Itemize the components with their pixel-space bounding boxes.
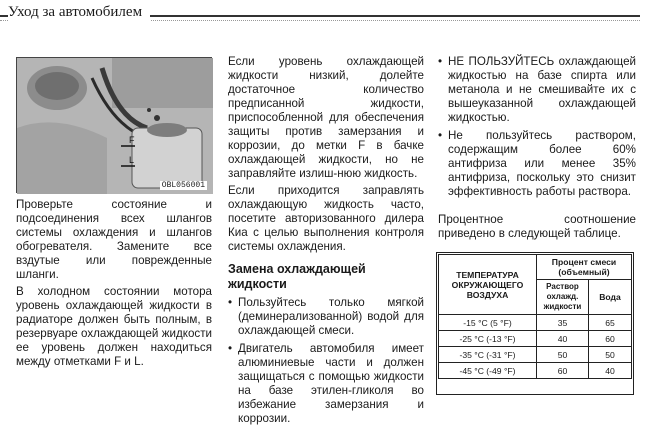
header-solution: Раствор охлажд. жидкости: [537, 280, 589, 315]
cell-temp: -15 °C (5 °F): [439, 315, 537, 331]
full-mark-label: F: [129, 135, 135, 145]
hose-check-paragraph: Проверьте состояние и подсоединения всех шлангов системы охлаждения и шлангов обогревателя. Замените все вздутые или поврежденные шланги.: [16, 198, 212, 281]
ratio-intro-paragraph: Процентное соотношение приведено в следующей таблице.: [438, 213, 636, 240]
table-row: [439, 363, 632, 379]
photo-caption: OBL056001: [161, 181, 205, 190]
mixture-ratio-table: [438, 254, 632, 379]
bullet-item: • Не пользуйтесь раствором, содержащим более 60% антифриза или менее 35% антифриза, поскольку это снизит эффективность работы раствора.: [438, 129, 636, 199]
bullet-item: • НЕ ПОЛЬЗУЙТЕСЬ охлаждающей жидкостью на базе спирта или метанола и не смешивайте их с вышеуказанной охлаждающей жидкостью.: [438, 55, 636, 125]
cell-water: 65: [589, 315, 632, 331]
cell-temp: -45 °C (-49 °F): [439, 363, 537, 379]
cell-temp: -35 °C (-31 °F): [439, 347, 537, 363]
column-1: [16, 198, 212, 372]
cell-water: 40: [589, 363, 632, 379]
table-row: [439, 315, 632, 331]
bullet-item: • Пользуйтесь только мягкой (деминерализованной) водой для охлаждающей смеси.: [228, 296, 424, 338]
table-row: [439, 347, 632, 363]
cell-water: 50: [589, 347, 632, 363]
cell-temp: -25 °C (-13 °F): [439, 331, 537, 347]
header-water: Вода: [589, 280, 632, 315]
cell-solution: 35: [537, 315, 589, 331]
page-header: [0, 0, 650, 24]
cell-solution: 60: [537, 363, 589, 379]
low-mark-label: L: [129, 155, 135, 165]
engine-bay-photo: [16, 57, 212, 193]
bullet-item: • Двигатель автомобиля имеет алюминиевые части и должен защищаться с помощью жидкости на базе этилен-гликоля во избежание замерзания и коррозии.: [228, 342, 424, 426]
page-title: Уход за автомобилем: [8, 4, 150, 21]
cell-water: 60: [589, 331, 632, 347]
dealer-visit-paragraph: Если приходится заправлять охлаждающую жидкость часто, посетите авторизованного дилера Киа с целью выполнения контроля системы охлаждения.: [228, 184, 424, 253]
column-3: [438, 55, 636, 244]
coolant-reservoir-illustration: [17, 58, 213, 194]
column-2: [228, 55, 424, 430]
section-title: Замена охлаждающей жидкости: [228, 262, 366, 291]
coolant-level-paragraph: В холодном состоянии мотора уровень охлаждающей жидкости в радиаторе должен быть полным, в резервуаре охлаждающей жидкости ее уровень должен находиться между отметками F и L.: [16, 285, 212, 368]
header-mixture-percent: Процент смеси (объемный): [537, 255, 632, 280]
cell-solution: 50: [537, 347, 589, 363]
low-level-paragraph: Если уровень охлаждающей жидкости низкий, долейте достаточное количество предписанной жидкости, приспособленной для обеспечения защиты против замерзания и коррозии, до метки F в бачке охлаждающей жидкости, но не заправляйте излиш-нюю жидкость.: [228, 55, 424, 180]
header-temperature: ТЕМПЕРАТУРА ОКРУЖАЮЩЕГО ВОЗДУХА: [439, 255, 537, 315]
table-row: [439, 331, 632, 347]
cell-solution: 40: [537, 331, 589, 347]
